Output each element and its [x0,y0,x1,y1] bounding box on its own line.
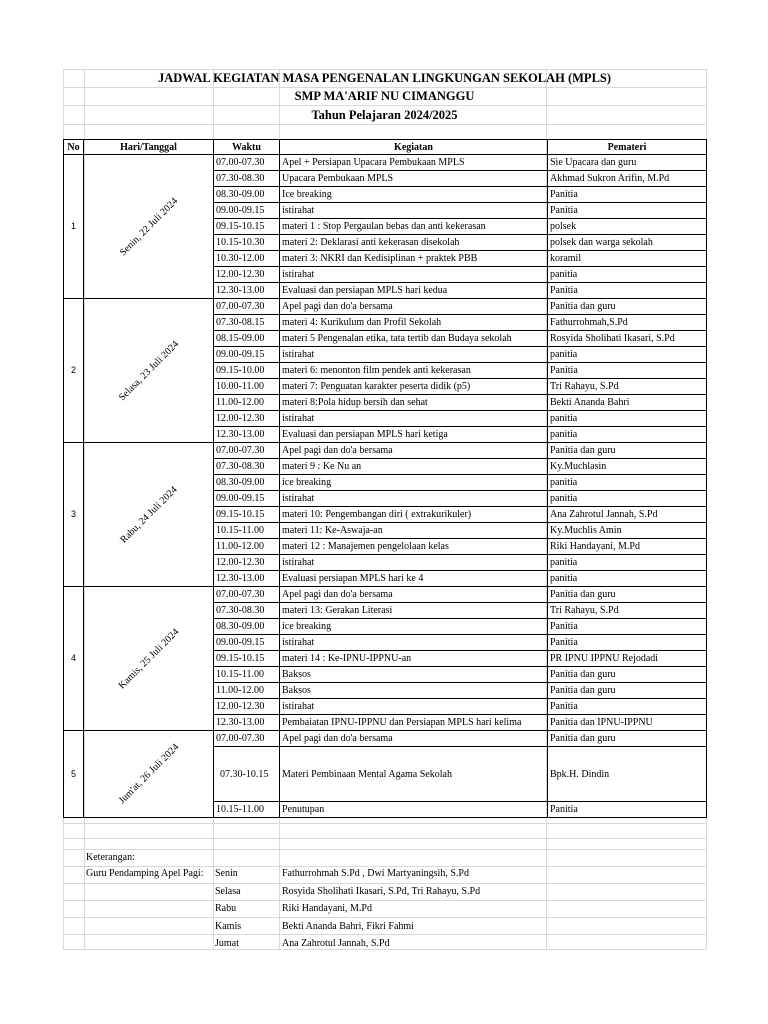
pemateri-cell: Bpk.H. Dindin [548,747,707,802]
pemateri-cell: Panitia [548,635,707,651]
waktu-cell: 09.00-09.15 [214,635,280,651]
kegiatan-cell: Apel + Persiapan Upacara Pembukaan MPLS [280,155,548,171]
grid-hline [63,838,706,839]
header-waktu: Waktu [214,140,280,155]
day-date-label: Senin, 22 Juli 2024 [117,195,180,258]
guru-pendamping-label: Guru Pendamping Apel Pagi: [86,868,204,879]
day-number: 5 [64,731,84,818]
kegiatan-cell: istirahat [280,491,548,507]
kegiatan-cell: Evaluasi dan persiapan MPLS hari kedua [280,283,548,299]
day-date-cell [84,587,214,731]
day-number: 2 [64,299,84,443]
waktu-cell: 07.30-08.30 [214,459,280,475]
waktu-cell: 09.15-10.00 [214,363,280,379]
waktu-cell: 08.30-09.00 [214,187,280,203]
waktu-cell: 09.00-09.15 [214,347,280,363]
kegiatan-cell: materi 3: NKRI dan Kedisiplinan + praktek PBB [280,251,548,267]
kegiatan-cell: materi 10: Pengembangan diri ( extrakurikuler) [280,507,548,523]
kegiatan-cell: materi 13: Gerakan Literasi [280,603,548,619]
kegiatan-cell: ice breaking [280,619,548,635]
notes-label: Keterangan: [86,852,135,863]
pemateri-cell: Sie Upacara dan guru [548,155,707,171]
waktu-cell: 10.15-10.30 [214,235,280,251]
table-row [64,731,707,747]
pemateri-cell: Panitia dan guru [548,443,707,459]
waktu-cell: 07.30-08.30 [214,171,280,187]
waktu-cell: 12.30-13.00 [214,571,280,587]
pemateri-cell: panitia [548,571,707,587]
kegiatan-cell: istirahat [280,347,548,363]
kegiatan-cell: Ice breaking [280,187,548,203]
pemateri-cell: Tri Rahayu, S.Pd [548,379,707,395]
table-row [64,443,707,459]
kegiatan-cell: istirahat [280,203,548,219]
grid-hline [63,849,706,850]
kegiatan-cell: materi 6: menonton film pendek anti kekerasan [280,363,548,379]
waktu-cell: 07.30-08.30 [214,603,280,619]
pemateri-cell: panitia [548,267,707,283]
waktu-cell: 12.30-13.00 [214,283,280,299]
schedule-body [64,155,707,818]
waktu-cell: 09.00-09.15 [214,491,280,507]
note-day: Rabu [215,903,237,915]
pemateri-cell: Ky.Muchlis Amin [548,523,707,539]
table-row [64,155,707,171]
pemateri-cell: Bekti Ananda Bahri [548,395,707,411]
pemateri-cell: panitia [548,555,707,571]
kegiatan-cell: materi 12 : Manajemen pengelolaan kelas [280,539,548,555]
waktu-cell: 09.00-09.15 [214,203,280,219]
waktu-cell: 08.30-09.00 [214,619,280,635]
pemateri-cell: Ana Zahrotul Jannah, S.Pd [548,507,707,523]
kegiatan-cell: istirahat [280,555,548,571]
note-day: Senin [215,868,238,879]
kegiatan-cell: Apel pagi dan do'a bersama [280,443,548,459]
kegiatan-cell: Penutupan [280,802,548,818]
waktu-cell: 10.30-12.00 [214,251,280,267]
waktu-cell: 07.30-10.15 [214,747,280,802]
pemateri-cell: Panitia [548,699,707,715]
waktu-cell: 09.15-10.15 [214,219,280,235]
kegiatan-cell: Evaluasi dan persiapan MPLS hari ketiga [280,427,548,443]
pemateri-cell: Akhmad Sukron Arifin, M.Pd [548,171,707,187]
pemateri-cell: Panitia dan guru [548,731,707,747]
document-title: JADWAL KEGIATAN MASA PENGENALAN LINGKUNGAN SEKOLAH (MPLS) [157,71,612,85]
pemateri-cell: Rosyida Sholihati Ikasari, S.Pd [548,331,707,347]
header-pemateri: Pemateri [548,140,707,155]
pemateri-cell: Panitia dan guru [548,587,707,603]
header-no: No [64,140,84,155]
pemateri-cell: PR IPNU IPPNU Rejodadi [548,651,707,667]
waktu-cell: 09.15-10.15 [214,507,280,523]
note-day: Jumat [215,938,239,950]
waktu-cell: 10.00-11.00 [214,379,280,395]
kegiatan-cell: materi 14 : Ke-IPNU-IPPNU-an [280,651,548,667]
kegiatan-cell: Apel pagi dan do'a bersama [280,299,548,315]
waktu-cell: 12.00-12.30 [214,411,280,427]
kegiatan-cell: istirahat [280,699,548,715]
waktu-cell: 11.00-12.00 [214,683,280,699]
kegiatan-cell: Materi Pembinaan Mental Agama Sekolah [280,747,548,802]
note-names: Fathurrohmah S.Pd , Dwi Martyaningsih, S.Pd [282,868,469,879]
kegiatan-cell: Pembaiatan IPNU-IPPNU dan Persiapan MPLS hari kelima [280,715,548,731]
pemateri-cell: panitia [548,347,707,363]
pemateri-cell: Tri Rahayu, S.Pd [548,603,707,619]
note-names: Bekti Ananda Bahri, Fikri Fahmi [282,920,414,932]
kegiatan-cell: Apel pagi dan do'a bersama [280,587,548,603]
kegiatan-cell: materi 11: Ke-Aswaja-an [280,523,548,539]
grid-hline [63,823,706,824]
pemateri-cell: Panitia [548,619,707,635]
note-day: Selasa [215,885,241,897]
waktu-cell: 12.00-12.30 [214,267,280,283]
waktu-cell: 12.30-13.00 [214,427,280,443]
pemateri-cell: Panitia dan guru [548,667,707,683]
pemateri-cell: Panitia [548,283,707,299]
kegiatan-cell: Baksos [280,667,548,683]
table-header-row [64,140,707,155]
kegiatan-cell: materi 8:Pola hidup bersih dan sehat [280,395,548,411]
waktu-cell: 07.00-07.30 [214,443,280,459]
pemateri-cell: polsek [548,219,707,235]
waktu-cell: 11.00-12.00 [214,395,280,411]
pemateri-cell: Panitia dan guru [548,299,707,315]
pemateri-cell: Panitia [548,187,707,203]
day-date-cell [84,299,214,443]
pemateri-cell: Riki Handayani, M.Pd [548,539,707,555]
day-date-label: Jum'at, 26 Juli 2024 [116,741,181,807]
kegiatan-cell: istirahat [280,635,548,651]
kegiatan-cell: materi 7: Penguatan karakter peserta didik (p5) [280,379,548,395]
waktu-cell: 08.15-09.00 [214,331,280,347]
kegiatan-cell: materi 2: Deklarasi anti kekerasan disekolah [280,235,548,251]
note-names: Rosyida Sholihati Ikasari, S.Pd, Tri Rahayu, S.Pd [282,885,481,897]
kegiatan-cell: Upacara Pembukaan MPLS [280,171,548,187]
pemateri-cell: polsek dan warga sekolah [548,235,707,251]
table-row [64,299,707,315]
waktu-cell: 09.15-10.15 [214,651,280,667]
grid-hline [63,124,706,125]
kegiatan-cell: ice breaking [280,475,548,491]
pemateri-cell: Panitia dan guru [548,683,707,699]
pemateri-cell: panitia [548,475,707,491]
kegiatan-cell: Evaluasi persiapan MPLS hari ke 4 [280,571,548,587]
pemateri-cell: panitia [548,411,707,427]
waktu-cell: 12.30-13.00 [214,715,280,731]
day-date-cell [84,155,214,299]
waktu-cell: 12.00-12.30 [214,555,280,571]
header-kegiatan: Kegiatan [280,140,548,155]
waktu-cell: 07.00-07.30 [214,731,280,747]
table-row [64,587,707,603]
waktu-cell: 10.15-11.00 [214,802,280,818]
waktu-cell: 07.30-08.15 [214,315,280,331]
kegiatan-cell: materi 4: Kurikulum dan Profil Sekolah [280,315,548,331]
kegiatan-cell: Apel pagi dan do'a bersama [280,731,548,747]
waktu-cell: 12.00-12.30 [214,699,280,715]
pemateri-cell: Panitia [548,363,707,379]
pemateri-cell: Panitia dan IPNU-IPPNU [548,715,707,731]
day-number: 4 [64,587,84,731]
day-date-label: Kamis, 25 Juli 2024 [116,626,181,691]
waktu-cell: 07.00-07.30 [214,155,280,171]
kegiatan-cell: Baksos [280,683,548,699]
pemateri-cell: Fathurrohmah,S.Pd [548,315,707,331]
note-names: Riki Handayani, M.Pd [282,903,372,915]
day-date-cell [84,443,214,587]
note-day: Kamis [215,920,242,932]
pemateri-cell: panitia [548,427,707,443]
academic-year: Tahun Pelajaran 2024/2025 [311,108,458,122]
kegiatan-cell: materi 1 : Stop Pergaulan bebas dan anti kekerasan [280,219,548,235]
pemateri-cell: koramil [548,251,707,267]
pemateri-cell: Panitia [548,203,707,219]
waktu-cell: 10.15-11.00 [214,523,280,539]
waktu-cell: 07.00-07.30 [214,587,280,603]
pemateri-cell: panitia [548,491,707,507]
waktu-cell: 10.15-11.00 [214,667,280,683]
day-date-label: Rabu, 24 Juli 2024 [117,483,180,546]
day-number: 3 [64,443,84,587]
note-names: Ana Zahrotul Jannah, S.Pd [282,938,390,950]
pemateri-cell: Ky.Muchlasin [548,459,707,475]
grid-hline [63,900,706,901]
school-name: SMP MA'ARIF NU CIMANGGU [294,89,475,103]
waktu-cell: 11.00-12.00 [214,539,280,555]
kegiatan-cell: istirahat [280,411,548,427]
kegiatan-cell: materi 5 Pengenalan etika, tata tertib dan Budaya sekolah [280,331,548,347]
day-date-cell [84,731,214,818]
schedule-table [63,139,707,818]
header-hari-tanggal: Hari/Tanggal [84,140,214,155]
day-number: 1 [64,155,84,299]
waktu-cell: 07.00-07.30 [214,299,280,315]
kegiatan-cell: istirahat [280,267,548,283]
kegiatan-cell: materi 9 : Ke Nu an [280,459,548,475]
pemateri-cell: Panitia [548,802,707,818]
day-date-label: Selasa, 23 Juli 2024 [116,338,181,403]
waktu-cell: 08.30-09.00 [214,475,280,491]
